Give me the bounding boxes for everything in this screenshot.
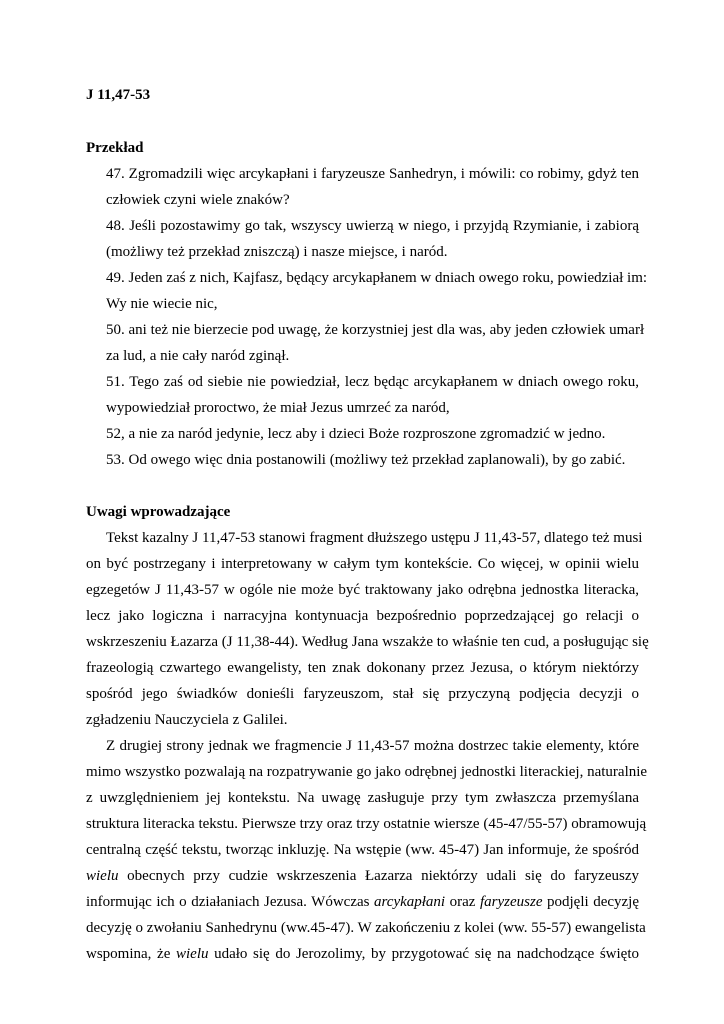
paragraph-line: struktura literacka tekstu. Pierwsze trzy oraz trzy ostatnie wiersze (45-47/55-57) obramowują (86, 816, 647, 832)
translation-heading: Przekład (86, 140, 144, 156)
line-text: podjęli decyzję (542, 894, 639, 910)
verse-47-line-2: człowiek czyni wiele znaków? (106, 192, 290, 208)
paragraph-line: zgładzeniu Nauczyciela z Galilei. (86, 712, 288, 728)
paragraph-line (86, 889, 639, 915)
emphasis-wielu: wielu (86, 868, 119, 884)
verse-52-line-1: 52, a nie za naród jedynie, lecz aby i dzieci Boże rozproszone zgromadzić w jedno. (106, 426, 606, 442)
verse-50-line-1: 50. ani też nie bierzecie pod uwagę, że korzystniej jest dla was, aby jeden człowiek umarł (106, 322, 645, 338)
paragraph-line: on być postrzegany i interpretowany w całym tym kontekście. Co więcej, w opinii wielu (86, 556, 639, 572)
paragraph-line (86, 863, 639, 889)
line-text: wspomina, że (86, 946, 176, 962)
paragraph-line: egzegetów J 11,43-57 w ogóle nie może być traktowany jako odrębna jednostka literacka, (86, 582, 639, 598)
verse-51-line-1: 51. Tego zaś od siebie nie powiedział, lecz będąc arcykapłanem w dniach owego roku, (106, 374, 639, 390)
paragraph-line: Tekst kazalny J 11,47-53 stanowi fragment dłuższego ustępu J 11,43-57, dlatego też musi (106, 530, 643, 546)
verse-53-line-1: 53. Od owego więc dnia postanowili (możliwy też przekład zaplanowali), by go zabić. (106, 452, 626, 468)
paragraph-line: z uwzględnieniem jej kontekstu. Na uwagę zasługuje przy tym zwłaszcza przemyślana (86, 790, 639, 806)
line-text: informując ich o działaniach Jezusa. Wówczas (86, 894, 375, 910)
paragraph-line: lecz jako logiczna i narracyjna kontynuacja bezpośrednio poprzedzającej go relacji o (86, 608, 639, 624)
paragraph-line: wskrzeszeniu Łazarza (J 11,38-44). Według Jana wszakże to właśnie ten cud, a posługując się (86, 634, 649, 650)
introduction-heading: Uwagi wprowadzające (86, 504, 231, 520)
emphasis-wielu: wielu (175, 946, 209, 962)
verse-49-line-1: 49. Jeden zaś z nich, Kajfasz, będący arcykapłanem w dniach owego roku, powiedział im: (106, 270, 648, 286)
verse-47-line-1: 47. Zgromadzili więc arcykapłani i faryzeusze Sanhedryn, i mówili: co robimy, gdyż ten (106, 166, 639, 182)
verse-51-line-2: wypowiedział proroctwo, że miał Jezus umrzeć za naród, (106, 400, 450, 416)
paragraph-line: frazeologią czwartego ewangelisty, ten znak dokonany przez Jezusa, o którym niektórzy (86, 660, 639, 676)
verse-50-line-2: za lud, a nie cały naród zginął. (106, 348, 290, 364)
paragraph-line: mimo wszystko pozwalają na rozpatrywanie go jako odrębnej jednostki literackiej, naturalnie (86, 764, 648, 780)
introduction-paragraph-2 (86, 733, 648, 967)
verse-48-line-2: (możliwy też przekład zniszczą) i nasze miejsce, i naród. (106, 244, 448, 260)
line-text: udało się do Jerozolimy, by przygotować się na nadchodzące święto (208, 946, 640, 962)
paragraph-line: decyzję o zwołaniu Sanhedrynu (ww.45-47). W zakończeniu z kolei (ww. 55-57) ewangelista (86, 920, 646, 936)
section-spacer (86, 473, 639, 499)
introduction-paragraph-1 (86, 525, 649, 733)
document-page (86, 82, 649, 967)
emphasis-arcykaplani: arcykapłani (374, 894, 446, 910)
paragraph-line: Z drugiej strony jednak we fragmencie J 11,43-57 można dostrzec takie elementy, które (106, 738, 639, 754)
verse-48-line-1: 48. Jeśli pozostawimy go tak, wszyscy uwierzą w niego, i przyjdą Rzymianie, i zabiorą (106, 218, 639, 234)
paragraph-line: centralną część tekstu, tworząc inkluzję. Na wstępie (ww. 45-47) Jan informuje, że spośród (86, 842, 639, 858)
emphasis-faryzeusze: faryzeusze (479, 894, 543, 910)
paragraph-line: spośród jego świadków donieśli faryzeuszom, stał się przyczyną podjęcia decyzji o (86, 686, 639, 702)
translation-verses (86, 161, 648, 473)
paragraph-line (86, 941, 639, 967)
line-text: obecnych przy cudzie wskrzeszenia Łazarza niektórzy udali się do faryzeuszy (118, 868, 639, 884)
line-text: oraz (445, 894, 480, 910)
verse-49-line-2: Wy nie wiecie nic, (106, 296, 218, 312)
passage-reference: J 11,47-53 (86, 87, 151, 103)
